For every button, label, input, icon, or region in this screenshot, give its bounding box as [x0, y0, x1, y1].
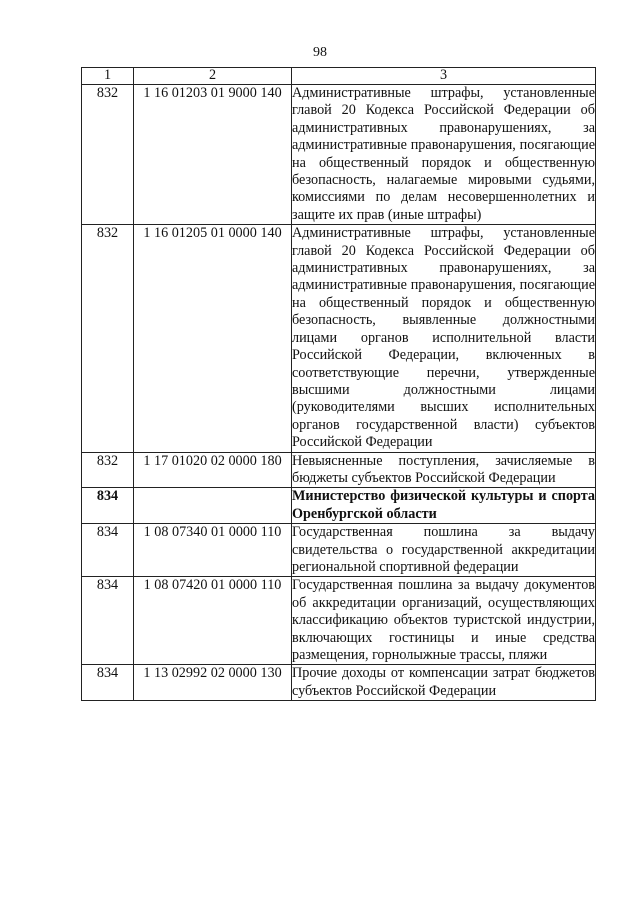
kbk-cell [134, 488, 292, 524]
kbk-cell: 1 17 01020 02 0000 180 [134, 452, 292, 488]
table-row [82, 524, 596, 577]
table-header-row [82, 68, 596, 85]
kbk-cell: 1 13 02992 02 0000 130 [134, 665, 292, 701]
admin-code-cell: 832 [82, 85, 134, 225]
admin-code-cell: 834 [82, 524, 134, 577]
description-cell: Административные штрафы, установленные главой 20 Кодекса Российской Федерации об административных правонарушениях, за административные правонарушения, посягающие на общественный порядок и общественную безопасность, налагаемые мировыми судьями, комиссиями по делам несовершеннолетних и защите их прав (иные штрафы) [292, 85, 595, 223]
section-header-row [82, 488, 596, 524]
description-cell: Государственная пошлина за выдачу документов об аккредитации организаций, осуществляющих классификацию объектов туристской индустрии, включающих гостиницы и иные средства размещения, горнолыжные трассы, пляжи [292, 577, 595, 663]
column-header-description: 3 [292, 68, 596, 85]
description-cell: Прочие доходы от компенсации затрат бюджетов субъектов Российской Федерации [292, 665, 595, 699]
column-header-kbk: 2 [134, 68, 292, 85]
table-row [82, 577, 596, 665]
kbk-cell: 1 16 01205 01 0000 140 [134, 225, 292, 452]
admin-code-cell: 834 [82, 577, 134, 665]
page-number: 98 [313, 45, 327, 60]
admin-code-cell: 832 [82, 452, 134, 488]
kbk-cell: 1 08 07340 01 0000 110 [134, 524, 292, 577]
ministry-name-cell: Министерство физической культуры и спорта Оренбургской области [292, 488, 595, 522]
admin-code-cell: 834 [82, 665, 134, 701]
kbk-cell: 1 08 07420 01 0000 110 [134, 577, 292, 665]
kbk-cell: 1 16 01203 01 9000 140 [134, 85, 292, 225]
table-row [82, 452, 596, 488]
admin-code-cell: 834 [82, 488, 134, 524]
description-cell: Государственная пошлина за выдачу свидетельства о государственной аккредитации региональной спортивной федерации [292, 524, 595, 575]
revenue-codes-table [81, 67, 596, 701]
table-row [82, 85, 596, 225]
description-cell: Административные штрафы, установленные главой 20 Кодекса Российской Федерации об административных правонарушениях, за административные правонарушения, посягающие на общественный порядок и общественную безопасность, выявленные должностными лицами органов исполнительной власти Российской Федерации, включенных в соответствующие перечни, утвержденные высшими должностными лицами (руководителями высших исполнительных органов государственной власти) субъектов Российской Федерации [292, 225, 595, 451]
description-cell: Невыясненные поступления, зачисляемые в бюджеты субъектов Российской Федерации [292, 452, 595, 486]
table-row [82, 665, 596, 701]
admin-code-cell: 832 [82, 225, 134, 452]
table-row [82, 225, 596, 452]
column-header-admin-code: 1 [82, 68, 134, 85]
